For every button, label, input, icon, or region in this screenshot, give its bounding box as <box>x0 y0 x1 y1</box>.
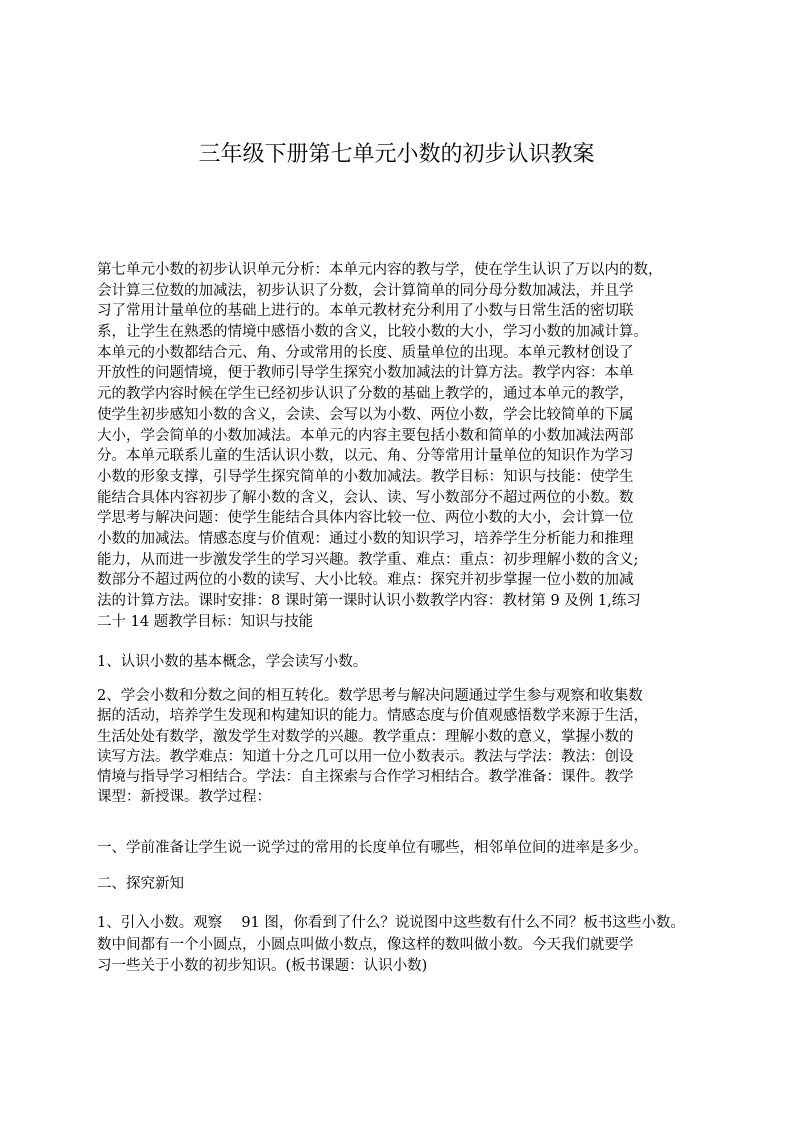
section-preparation-paragraph <box>97 838 737 859</box>
text-line: 据的活动，培养学生发现和构建知识的能力。情感态度与价值观感悟数学来源于生活， <box>97 708 648 725</box>
text-line: 会计算三位数的加减法，初步认识了分数，会计算简单的同分母分数加减法，并且学 <box>97 282 634 299</box>
text-line: 使学生初步感知小数的含义，会读、会写以为小数、两位小数，学会比较简单的下属 <box>97 406 634 423</box>
text-line: 读写方法。教学难点：知道十分之几可以用一位小数表示。教法与学法：教法：创设 <box>97 748 634 765</box>
text-line: 二十 14 题教学目标：知识与技能 <box>97 613 314 630</box>
text-line: 法的计算方法。课时安排：8 课时第一课时认识小数教学内容：教材第 9 及例 1,练习 <box>97 593 641 609</box>
document-title: 三年级下册第七单元小数的初步认识教案 <box>198 142 595 167</box>
objective-2-paragraph <box>97 686 737 808</box>
text-line: 数中间都有一个小圆点，小圆点叫做小数点，像这样的数叫做小数。今天我们就要学 <box>97 936 634 953</box>
text-line: 能力，从而进一步激发学生的学习兴趣。教学重、难点：重点：初步理解小数的含义; <box>97 551 639 568</box>
text-line: 第七单元小数的初步认识单元分析：本单元内容的教与学，使在学生认识了万以内的数， <box>97 262 663 278</box>
text-line: 课型：新授课。教学过程： <box>97 789 271 806</box>
text-line: 数部分不超过两位的小数的读写、大小比较。难点：探究并初步掌握一位小数的加减 <box>97 572 634 589</box>
unit-analysis-paragraph <box>97 260 737 632</box>
text-line: 小数的加减法。情感态度与价值观：通过小数的知识学习，培养学生分析能力和推理 <box>97 530 634 547</box>
text-line: 习了常用计量单位的基础上进行的。本单元教材充分利用了小数与日常生活的密切联 <box>97 303 634 320</box>
text-line: 1、认识小数的基本概念，学会读写小数。 <box>97 654 368 670</box>
text-line: 1、引入小数。观察 91 图，你看到了什么？说说图中这些数有什么不同？板书这些小数。 <box>97 915 685 931</box>
text-line: 情境与指导学习相结合。学法：自主探索与合作学习相结合。教学准备：课件。教学 <box>97 769 634 786</box>
text-line: 学思考与解决问题：使学生能结合具体内容比较一位、两位小数的大小，会计算一位 <box>97 510 634 527</box>
text-line: 本单元的小数都结合元、角、分或常用的长度、质量单位的出现。本单元教材创设了 <box>97 344 634 361</box>
text-line: 小数的形象支撑，引导学生探究简单的小数加减法。教学目标：知识与技能：使学生 <box>97 468 634 485</box>
section-heading-explore <box>97 874 737 895</box>
text-line: 系，让学生在熟悉的情境中感悟小数的含义，比较小数的大小，学习小数的加减计算。 <box>97 324 648 341</box>
text-line: 大小，学会简单的小数加减法。本单元的内容主要包括小数和简单的小数加减法两部 <box>97 427 634 444</box>
text-line: 2、学会小数和分数之间的相互转化。数学思考与解决问题通过学生参与观察和收集数 <box>97 688 643 704</box>
text-line: 习一些关于小数的初步知识。(板书课题：认识小数) <box>97 958 428 974</box>
text-line: 二、探究新知 <box>97 876 184 892</box>
text-line: 一、学前准备让学生说一说学过的常用的长度单位有哪些，相邻单位间的进率是多少。 <box>97 840 648 856</box>
text-line: 生活处处有数学，激发学生对数学的兴趣。教学重点：理解小数的意义，掌握小数的 <box>97 728 634 745</box>
text-line: 开放性的问题情境，便于教师引导学生探究小数加减法的计算方法。教学内容：本单 <box>97 365 634 382</box>
text-line: 分。本单元联系儿童的生活认识小数，以元、角、分等常用计量单位的知识作为学习 <box>97 448 634 465</box>
text-line: 元的教学内容时候在学生已经初步认识了分数的基础上教学的，通过本单元的教学， <box>97 386 634 403</box>
text-line: 能结合具体内容初步了解小数的含义，会认、读、写小数部分不超过两位的小数。数 <box>97 489 634 506</box>
objective-1-paragraph <box>97 652 737 673</box>
introduce-decimals-paragraph <box>97 913 737 978</box>
